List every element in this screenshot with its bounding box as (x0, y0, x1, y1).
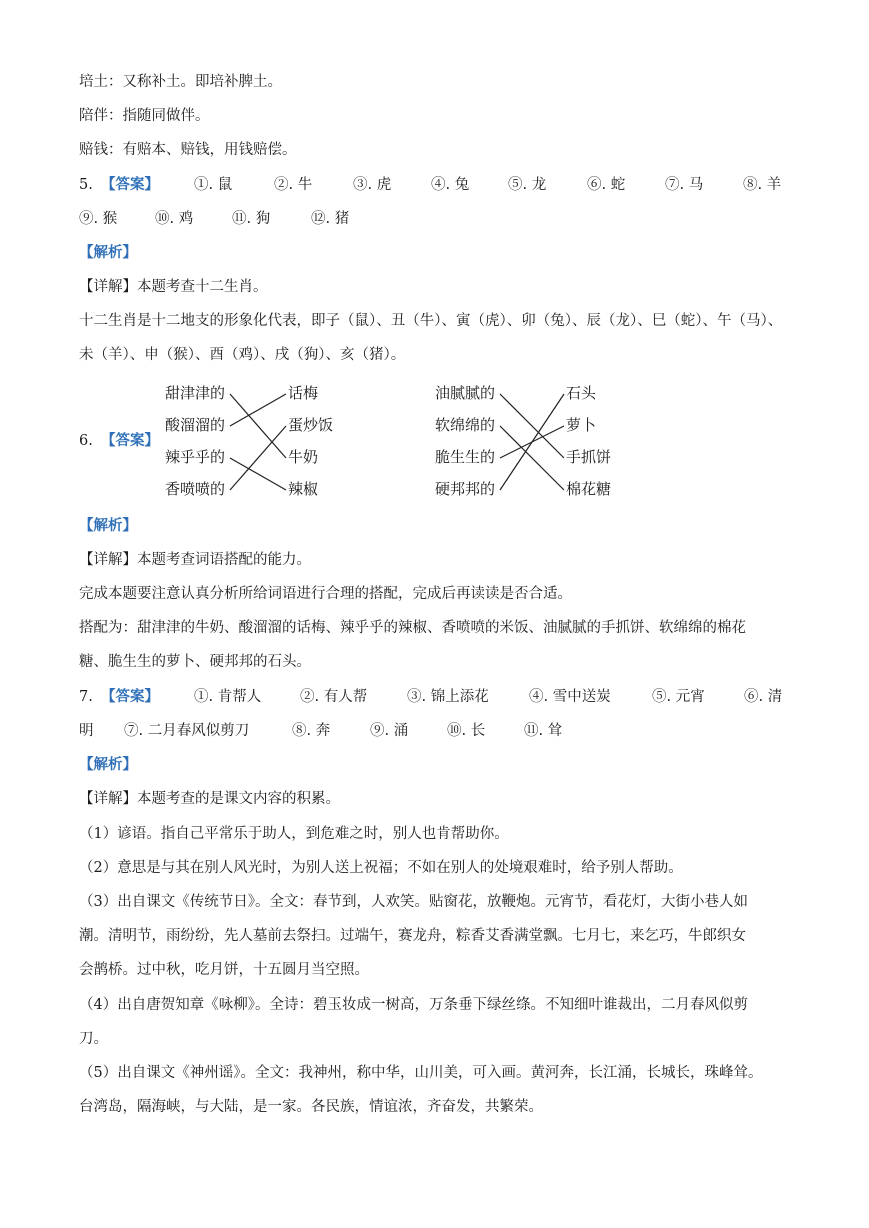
answer-item: ⑩. 鸡 (155, 211, 194, 227)
detail-line (79, 789, 340, 809)
answer-tag: 【答案】 (101, 432, 159, 449)
text-line: （4）出自唐贺知章《咏柳》。全诗：碧玉妆成一树高，万条垂下绿丝绦。不知细叶谁裁出，二月春风似剪 (79, 997, 748, 1013)
match-word-right: 石头 (566, 384, 597, 402)
match-word-left: 辣乎乎的 (165, 448, 226, 466)
answer-item: ⑪. 耸 (524, 723, 563, 739)
answer-item: ③. 虎 (353, 177, 392, 193)
answer-tag: 【答案】 (101, 688, 159, 705)
detail-text: 本题考查的是课文内容的积累。 (137, 791, 340, 807)
text-line: （5）出自课文《神州谣》。全文：我神州，称中华，山川美，可入画。黄河奔，长江涌，长城长，珠峰耸。 (79, 1065, 763, 1081)
answer-item: ⑧. 奔 (292, 723, 331, 739)
answer-item: ⑥. 蛇 (587, 177, 626, 193)
match-word-right: 手抓饼 (566, 448, 612, 466)
answer-item: 明 (79, 723, 94, 739)
text-line: （2）意思是与其在别人风光时，为别人送上祝福；不如在别人的处境艰难时，给予别人帮助。 (79, 860, 683, 876)
match-word-right: 牛奶 (288, 448, 319, 466)
match-line (500, 426, 564, 490)
match-line (500, 394, 564, 458)
match-line (230, 394, 286, 426)
match-word-left: 硬邦邦的 (435, 480, 496, 498)
detail-text: 本题考查十二生肖。 (137, 279, 268, 295)
match-line (230, 394, 286, 458)
text-line: 刀。 (79, 1031, 108, 1047)
answer-item: ②. 有人帮 (300, 689, 368, 705)
match-word-left: 软绵绵的 (435, 416, 496, 434)
match-line (230, 458, 286, 490)
question-number: 6. (79, 433, 93, 449)
match-line (230, 426, 286, 490)
match-word-left: 油腻腻的 (435, 384, 496, 402)
detail-line (79, 550, 311, 570)
match-word-left: 香喷喷的 (165, 480, 226, 498)
answer-item: ④. 雪中送炭 (529, 689, 611, 705)
answer-tag: 【答案】 (101, 176, 159, 193)
match-line (500, 426, 564, 458)
answer-item: ④. 兔 (431, 177, 470, 193)
match-word-right: 话梅 (288, 384, 319, 402)
answer-item: ⑨. 涌 (370, 723, 409, 739)
answer-item: ⑨. 猴 (79, 211, 118, 227)
answer-item: ①. 肯帮人 (194, 689, 262, 705)
question-number: 7. (79, 689, 93, 705)
detail-tag: 【详解】 (79, 791, 137, 807)
answer-item: ⑪. 狗 (232, 211, 271, 227)
text-line: 台湾岛，隔海峡，与大陆，是一家。各民族，情谊浓，齐奋发，共繁荣。 (79, 1099, 543, 1115)
match-word-right: 蛋炒饭 (288, 416, 334, 434)
detail-line (79, 277, 268, 297)
text-line: 赔钱：有赔本、赔钱，用钱赔偿。 (79, 142, 297, 158)
detail-tag: 【详解】 (79, 552, 137, 568)
match-word-right: 萝卜 (566, 416, 597, 434)
analysis-tag: 【解析】 (79, 756, 137, 773)
analysis-tag: 【解析】 (79, 244, 137, 261)
answer-item: ⑤. 元宵 (652, 689, 705, 705)
match-word-right: 棉花糖 (566, 480, 612, 498)
match-word-left: 脆生生的 (435, 448, 496, 466)
detail-tag: 【详解】 (79, 279, 137, 295)
match-word-left: 甜津津的 (165, 384, 226, 402)
answer-item: ①. 鼠 (194, 177, 233, 193)
answer-item: ⑦. 二月春风似剪刀 (124, 723, 250, 739)
answer-item: ⑫. 猪 (311, 211, 350, 227)
answer-item: ②. 牛 (274, 177, 313, 193)
answer-item: ⑦. 马 (665, 177, 704, 193)
analysis-tag: 【解析】 (79, 517, 137, 534)
match-line (500, 394, 564, 490)
match-word-right: 辣椒 (288, 480, 319, 498)
text-line: 未（羊）、申（猴）、酉（鸡）、戌（狗）、亥（猪）。 (79, 347, 406, 363)
answer-item: ⑩. 长 (447, 723, 486, 739)
text-line: （3）出自课文《传统节日》。全文：春节到，人欢笑。贴窗花，放鞭炮。元宵节，看花灯，大街小巷人如 (79, 894, 748, 910)
question-number: 5. (79, 177, 93, 193)
text-line: 搭配为：甜津津的牛奶、酸溜溜的话梅、辣乎乎的辣椒、香喷喷的米饭、油腻腻的手抓饼、软绵绵的棉花 (79, 620, 746, 636)
text-line: 陪伴：指随同做伴。 (79, 108, 210, 124)
answer-item: ⑤. 龙 (508, 177, 547, 193)
text-line: 十二生肖是十二地支的形象化代表，即子（鼠）、丑（牛）、寅（虎）、卯（兔）、辰（龙）、巳（蛇）、午（马）、 (79, 313, 783, 329)
match-word-left: 酸溜溜的 (165, 416, 226, 434)
answer-item: ⑥. 清 (744, 689, 783, 705)
text-line: 完成本题要注意认真分析所给词语进行合理的搭配，完成后再读读是否合适。 (79, 586, 572, 602)
text-line: 培土：又称补土。即培补脾土。 (79, 74, 282, 90)
text-line: 潮。清明节，雨纷纷，先人墓前去祭扫。过端午，赛龙舟，粽香艾香满堂飘。七月七，来乞巧，牛郎织女 (79, 928, 746, 944)
answer-item: ⑧. 羊 (743, 177, 782, 193)
text-line: （1）谚语。指自己平常乐于助人，到危难之时，别人也肯帮助你。 (79, 826, 509, 842)
text-line: 会鹊桥。过中秋，吃月饼，十五圆月当空照。 (79, 962, 369, 978)
answer-item: ③. 锦上添花 (407, 689, 489, 705)
detail-text: 本题考查词语搭配的能力。 (137, 552, 311, 568)
text-line: 糖、脆生生的萝卜、硬邦邦的石头。 (79, 654, 311, 670)
